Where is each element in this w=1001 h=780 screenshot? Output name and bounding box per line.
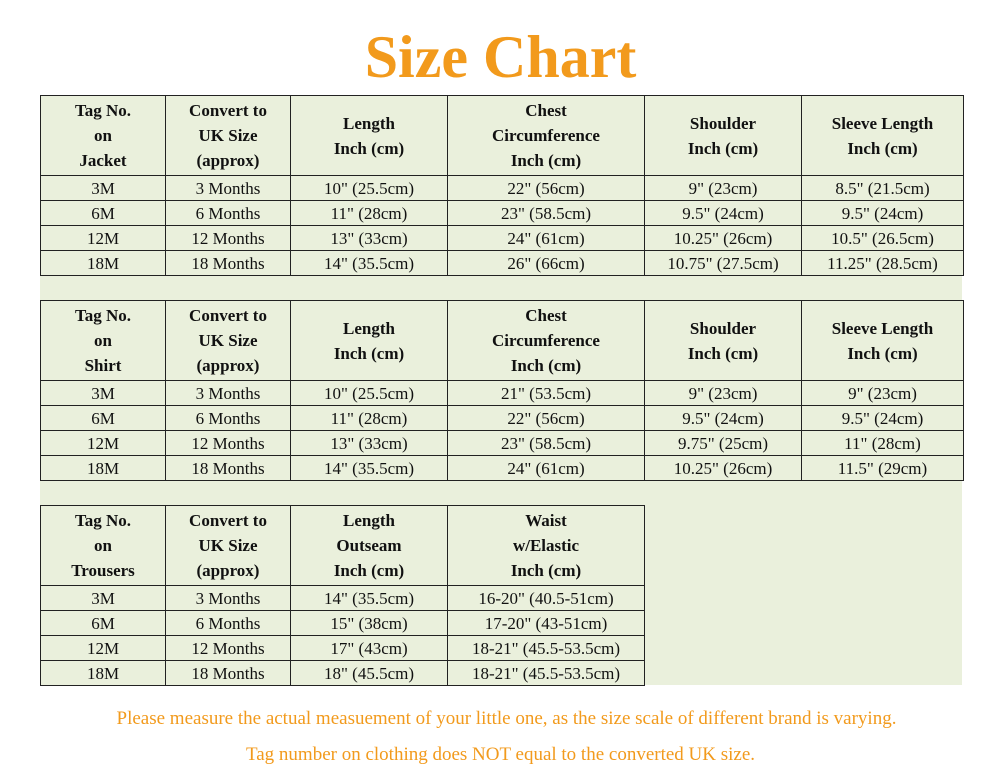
table-cell: 12M bbox=[41, 431, 166, 456]
table-cell: 10.75" (27.5cm) bbox=[645, 251, 802, 276]
column-header bbox=[41, 506, 166, 586]
column-header bbox=[166, 301, 291, 381]
table-cell: 23" (58.5cm) bbox=[448, 431, 645, 456]
table-cell: 24" (61cm) bbox=[448, 456, 645, 481]
column-header bbox=[448, 506, 645, 586]
table-row bbox=[41, 611, 645, 636]
column-header-line: Trousers bbox=[71, 561, 135, 580]
table-cell: 22" (56cm) bbox=[448, 176, 645, 201]
table-cell: 9.5" (24cm) bbox=[645, 406, 802, 431]
table-cell: 10" (25.5cm) bbox=[291, 381, 448, 406]
column-header-line: Sleeve Length bbox=[831, 113, 934, 133]
table-row bbox=[41, 406, 964, 431]
column-header-line: Circumference bbox=[492, 331, 600, 350]
table-cell: 18 Months bbox=[166, 251, 291, 276]
table-cell: 3 Months bbox=[166, 586, 291, 611]
column-header-line: Convert to bbox=[189, 101, 267, 120]
table-cell: 9" (23cm) bbox=[645, 381, 802, 406]
column-header-line: on bbox=[94, 536, 112, 555]
column-header-line: Length bbox=[343, 318, 395, 338]
column-header-line: Chest bbox=[525, 101, 567, 120]
table-cell: 8.5" (21.5cm) bbox=[802, 176, 964, 201]
column-header-line: Waist bbox=[525, 511, 567, 530]
table-cell: 18 Months bbox=[166, 661, 291, 686]
table-cell: 6M bbox=[41, 611, 166, 636]
table-cell: 3M bbox=[41, 586, 166, 611]
table-cell: 3 Months bbox=[166, 176, 291, 201]
table-cell: 17" (43cm) bbox=[291, 636, 448, 661]
table-cell: 14" (35.5cm) bbox=[291, 251, 448, 276]
column-header-line: Outseam bbox=[336, 536, 402, 555]
table-cell: 17-20" (43-51cm) bbox=[448, 611, 645, 636]
table-cell: 6M bbox=[41, 201, 166, 226]
table-cell: 23" (58.5cm) bbox=[448, 201, 645, 226]
column-header bbox=[166, 506, 291, 586]
table-cell: 3 Months bbox=[166, 381, 291, 406]
table-header-row bbox=[41, 96, 964, 176]
column-header-line: Convert to bbox=[189, 306, 267, 325]
column-header-line: UK Size bbox=[198, 536, 258, 555]
table-cell: 12M bbox=[41, 226, 166, 251]
column-header-line: Shirt bbox=[84, 356, 122, 375]
table-row bbox=[41, 586, 645, 611]
tag-number-note: Tag number on clothing does NOT equal to the converted UK size. bbox=[245, 744, 756, 765]
column-header bbox=[41, 96, 166, 176]
trousers-size-table bbox=[40, 505, 645, 686]
table-cell: 12M bbox=[41, 636, 166, 661]
table-header-row bbox=[41, 506, 645, 586]
table-cell: 11.25" (28.5cm) bbox=[802, 251, 964, 276]
column-header-line: Shoulder bbox=[689, 318, 757, 338]
table-cell: 15" (38cm) bbox=[291, 611, 448, 636]
table-cell: 22" (56cm) bbox=[448, 406, 645, 431]
table-cell: 12 Months bbox=[166, 636, 291, 661]
table-cell: 9" (23cm) bbox=[645, 176, 802, 201]
table-header-row bbox=[41, 301, 964, 381]
table-cell: 14" (35.5cm) bbox=[291, 456, 448, 481]
column-header-line: Inch (cm) bbox=[687, 138, 759, 158]
table-cell: 12 Months bbox=[166, 226, 291, 251]
table-cell: 11" (28cm) bbox=[291, 406, 448, 431]
column-header-line: Inch (cm) bbox=[333, 138, 405, 158]
table-cell: 9" (23cm) bbox=[802, 381, 964, 406]
table-cell: 11" (28cm) bbox=[802, 431, 964, 456]
column-header-line: Length bbox=[343, 511, 395, 530]
column-header-line: Circumference bbox=[492, 126, 600, 145]
column-header-line: Inch (cm) bbox=[510, 151, 582, 170]
table-cell: 9.75" (25cm) bbox=[645, 431, 802, 456]
table-row bbox=[41, 456, 964, 481]
table-cell: 11" (28cm) bbox=[291, 201, 448, 226]
column-header-line: UK Size bbox=[198, 331, 258, 350]
column-header-line: (approx) bbox=[196, 561, 260, 580]
column-header bbox=[41, 301, 166, 381]
column-header-line: Inch (cm) bbox=[510, 356, 582, 375]
table-cell: 18" (45.5cm) bbox=[291, 661, 448, 686]
column-header-line: on bbox=[94, 331, 112, 350]
table-cell: 3M bbox=[41, 381, 166, 406]
column-header-line: Length bbox=[343, 113, 395, 133]
table-cell: 18M bbox=[41, 661, 166, 686]
column-header-line: UK Size bbox=[198, 126, 258, 145]
table-cell: 6 Months bbox=[166, 406, 291, 431]
column-header bbox=[645, 96, 802, 176]
table-cell: 9.5" (24cm) bbox=[802, 406, 964, 431]
column-header bbox=[448, 301, 645, 381]
column-header-line: Tag No. bbox=[74, 306, 132, 325]
table-cell: 12 Months bbox=[166, 431, 291, 456]
table-row bbox=[41, 251, 964, 276]
shirt-size-table bbox=[40, 300, 964, 481]
table-cell: 18-21" (45.5-53.5cm) bbox=[448, 636, 645, 661]
column-header-line: Inch (cm) bbox=[687, 343, 759, 363]
table-cell: 16-20" (40.5-51cm) bbox=[448, 586, 645, 611]
table-cell: 9.5" (24cm) bbox=[802, 201, 964, 226]
table-cell: 6M bbox=[41, 406, 166, 431]
measurement-note: Please measure the actual measuement of your little one, as the size scale of different brand is varying. bbox=[116, 708, 897, 729]
column-header-line: Inch (cm) bbox=[510, 561, 582, 580]
table-cell: 10.25" (26cm) bbox=[645, 226, 802, 251]
table-cell: 9.5" (24cm) bbox=[645, 201, 802, 226]
table-cell: 24" (61cm) bbox=[448, 226, 645, 251]
column-header bbox=[166, 96, 291, 176]
column-header-line: Inch (cm) bbox=[333, 561, 405, 580]
column-header bbox=[291, 96, 448, 176]
column-header bbox=[291, 506, 448, 586]
column-header bbox=[448, 96, 645, 176]
table-cell: 6 Months bbox=[166, 201, 291, 226]
table-cell: 18-21" (45.5-53.5cm) bbox=[448, 661, 645, 686]
table-cell: 18M bbox=[41, 456, 166, 481]
table-cell: 18M bbox=[41, 251, 166, 276]
table-row bbox=[41, 381, 964, 406]
table-row bbox=[41, 226, 964, 251]
column-header-line: Sleeve Length bbox=[831, 318, 934, 338]
table-cell: 10.25" (26cm) bbox=[645, 456, 802, 481]
table-row bbox=[41, 176, 964, 201]
column-header-line: Chest bbox=[525, 306, 567, 325]
table-row bbox=[41, 431, 964, 456]
column-header-line: Inch (cm) bbox=[847, 138, 918, 158]
table-cell: 13" (33cm) bbox=[291, 226, 448, 251]
column-header-line: Inch (cm) bbox=[333, 343, 405, 363]
column-header-line: (approx) bbox=[196, 151, 260, 170]
column-header bbox=[645, 301, 802, 381]
column-header-line: Tag No. bbox=[74, 511, 132, 530]
table-cell: 13" (33cm) bbox=[291, 431, 448, 456]
table-cell: 10.5" (26.5cm) bbox=[802, 226, 964, 251]
table-cell: 14" (35.5cm) bbox=[291, 586, 448, 611]
table-cell: 11.5" (29cm) bbox=[802, 456, 964, 481]
column-header bbox=[802, 301, 964, 381]
table-cell: 26" (66cm) bbox=[448, 251, 645, 276]
table-row bbox=[41, 636, 645, 661]
table-cell: 21" (53.5cm) bbox=[448, 381, 645, 406]
table-cell: 18 Months bbox=[166, 456, 291, 481]
column-header-line: Jacket bbox=[79, 151, 127, 170]
column-header bbox=[291, 301, 448, 381]
column-header-line: on bbox=[94, 126, 112, 145]
column-header-line: w/Elastic bbox=[512, 536, 580, 555]
column-header-line: Convert to bbox=[189, 511, 267, 530]
column-header bbox=[802, 96, 964, 176]
column-header-line: Tag No. bbox=[74, 101, 132, 120]
column-header-line: (approx) bbox=[196, 356, 260, 375]
table-row bbox=[41, 201, 964, 226]
page-title: Size Chart bbox=[364, 24, 637, 90]
column-header-line: Shoulder bbox=[689, 113, 757, 133]
column-header-line: Inch (cm) bbox=[847, 343, 918, 363]
table-cell: 10" (25.5cm) bbox=[291, 176, 448, 201]
table-row bbox=[41, 661, 645, 686]
table-cell: 6 Months bbox=[166, 611, 291, 636]
jacket-size-table bbox=[40, 95, 964, 276]
table-cell: 3M bbox=[41, 176, 166, 201]
